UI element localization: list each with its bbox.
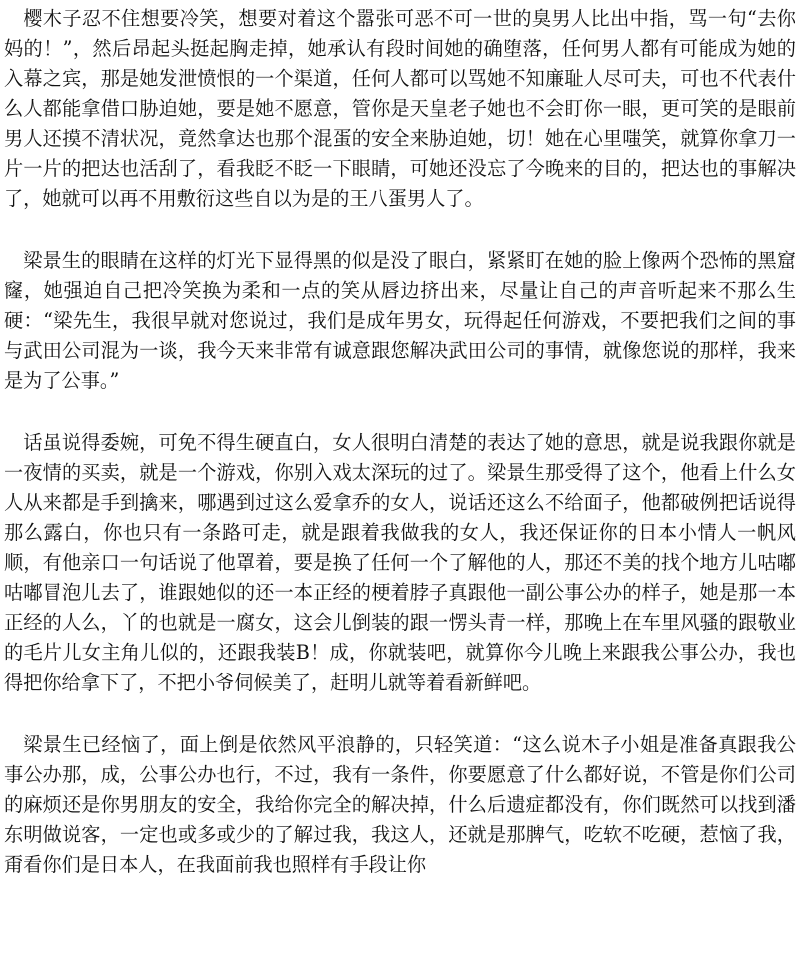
paragraph-3: 话虽说得委婉，可免不得生硬直白，女人很明白清楚的表达了她的意思，就是说我跟你就是一夜情的买卖，就是一个游戏，你别入戏太深玩的过了。梁景生那受得了这个，他看上什么女人从来都是手到擒来，哪遇到过这么爱拿乔的女人，说话还这么不给面子，他都破例把话说得那么露白，你也只有一条路可走，就是跟着我做我的女人，我还保证你的日本小情人一帆风顺，有他亲口一句话说了他罩着，要是换了任何一个了解他的人，那还不美的找个地方儿咕嘟咕嘟冒泡儿去了，谁跟她似的还一本正经的梗着脖子真跟他一副公事公办的样子，她是那一本正经的人么，丫的也就是一腐女，这会儿倒装的跟一愣头青一样，那晚上在车里风骚的跟敬业的毛片儿女主角儿似的，还跟我装B！成，你就装吧，就算你今儿晚上来跟我公事公办，我也得把你给拿下了，不把小爷伺候美了，赶明儿就等着看新鲜吧。 (4, 431, 796, 694)
paragraph-4: 梁景生已经恼了，面上倒是依然风平浪静的，只轻笑道：“这么说木子小姐是准备真跟我公事公办那，成，公事公办也行，不过，我有一条件，你要愿意了什么都好说，不管是你们公司的麻烦还是你男朋友的安全，我给你完全的解决掉，什么后遗症都没有，你们既然可以找到潘东明做说客，一定也或多或少的了解过我，我这人，还就是那脾气，吃软不吃硬，惹恼了我，甭看你们是日本人，在我面前我也照样有手段让你 (4, 733, 796, 876)
paragraph-2: 梁景生的眼睛在这样的灯光下显得黑的似是没了眼白，紧紧盯在她的脸上像两个恐怖的黑窟窿，她强迫自己把冷笑换为柔和一点的笑从唇边挤出来，尽量让自己的声音听起来不那么生硬：“梁先生，我很早就对您说过，我们是成年男女，玩得起任何游戏，不要把我们之间的事与武田公司混为一谈，我今天来非常有诚意跟您解决武田公司的事情，就像您说的那样，我来是为了公事。” (4, 249, 796, 392)
paragraph-1: 樱木子忍不住想要冷笑，想要对着这个嚣张可恶不可一世的臭男人比出中指，骂一句“去你妈的！”，然后昂起头挺起胸走掉，她承认有段时间她的确堕落，任何男人都有可能成为她的入幕之宾，那是她发泄愤恨的一个渠道，任何人都可以骂她不知廉耻人尽可夫，可也不代表什么人都能拿借口胁迫她，要是她不愿意，管你是天皇老子她也不会盯你一眼，更可笑的是眼前男人还摸不清状况，竟然拿达也那个混蛋的安全来胁迫她，切！她在心里嗤笑，就算你拿刀一片一片的把达也活刮了，看我眨不眨一下眼睛，可她还没忘了今晚来的目的，把达也的事解决了，她就可以再不用敷衍这些自以为是的王八蛋男人了。 (4, 7, 796, 210)
